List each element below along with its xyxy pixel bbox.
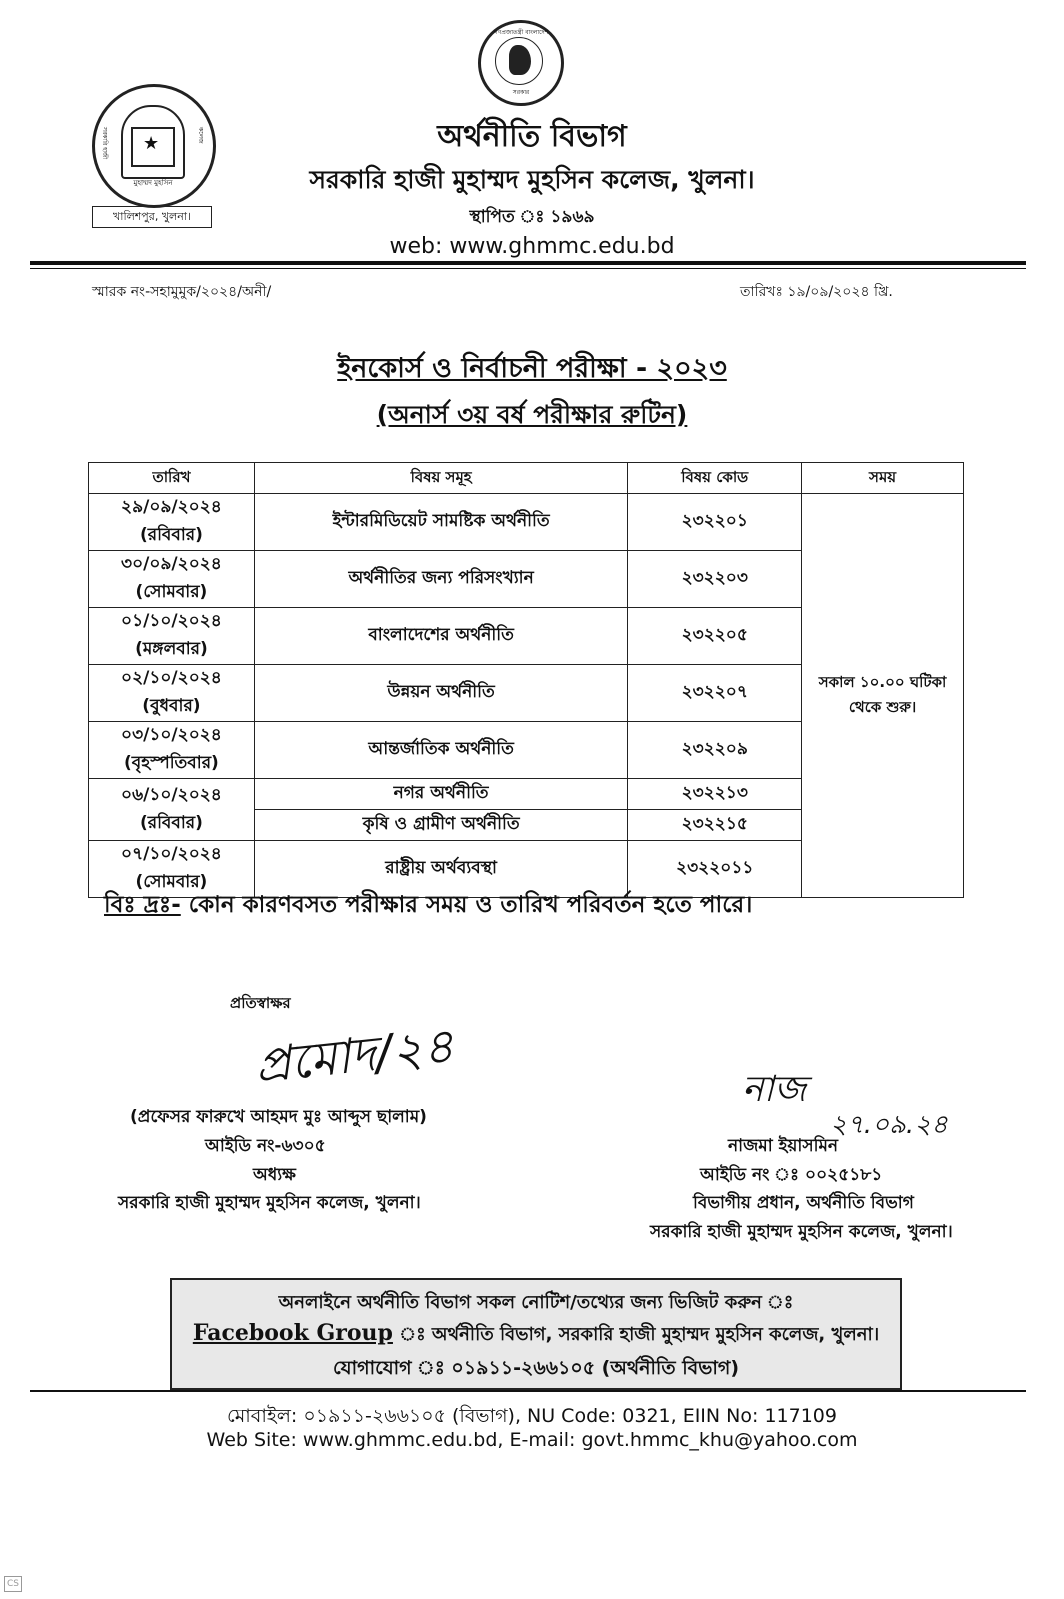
subject-cell: উন্নয়ন অর্থনীতি	[254, 665, 627, 722]
logo-side-left: সরকারি হাজী	[101, 127, 108, 160]
subject-cell: অর্থনীতির জন্য পরিসংখ্যান	[254, 551, 627, 608]
footer-line2: Web Site: www.ghmmc.edu.bd, E-mail: govt.hmmc_khu@yahoo.com	[206, 1429, 858, 1451]
subject-cell: আন্তর্জাতিক অর্থনীতি	[254, 722, 627, 779]
code-cell: ২৩২২০৩	[628, 551, 802, 608]
principal-id: আইডি নং-৬৩০৫	[205, 1136, 326, 1156]
header-time: সময়	[802, 463, 964, 494]
subject-cell: নগর অর্থনীতি	[254, 779, 627, 810]
online-info-box	[170, 1278, 902, 1390]
code-cell: ২৩২২০৭	[628, 665, 802, 722]
facebook-line	[172, 1320, 900, 1351]
principal-name: (প্রফেসর ফারুখে আহমদ মুঃ আব্দুস ছালাম)	[130, 1107, 427, 1127]
subject-cell: বাংলাদেশের অর্থনীতি	[254, 608, 627, 665]
principal-college: সরকারি হাজী মুহাম্মদ মুহসিন কলেজ, খুলনা।	[118, 1193, 421, 1213]
notice-subtitle	[0, 395, 1064, 438]
header-subjects: বিষয় সমূহ	[254, 463, 627, 494]
date-cell	[89, 665, 255, 722]
notice-subtitle-text: (অনার্স ৩য় বর্ষ পরীক্ষার রুটিন)	[376, 400, 688, 429]
table-header-row	[89, 463, 964, 494]
head-signature: নাজ	[742, 1069, 807, 1110]
logo-side-right: কলেজ	[197, 127, 204, 144]
notice-title-text: ইনকোর্স ও নির্বাচনী পরীক্ষা - ২০২৩	[337, 353, 727, 384]
date-cell	[89, 551, 255, 608]
header-code: বিষয় কোড	[628, 463, 802, 494]
code-cell: ২৩২২০৫	[628, 608, 802, 665]
established: স্থাপিত ঃ ১৯৬৯	[469, 207, 595, 227]
logo-star-icon: ★	[143, 133, 160, 154]
code-cell: ২৩২২১৫	[628, 810, 802, 841]
date-cell	[89, 779, 255, 841]
code-cell: ২৩২২১৩	[628, 779, 802, 810]
note-label: বিঃ দ্রঃ-	[104, 892, 181, 918]
website: web: www.ghmmc.edu.bd	[389, 234, 675, 259]
subject-cell: ইন্টারমিডিয়েট সামষ্টিক অর্থনীতি	[254, 494, 627, 551]
date-text: ০৬/১০/২০২৪	[121, 784, 222, 805]
department-title: অর্থনীতি বিভাগ	[437, 119, 627, 154]
day-text: (বুধবার)	[142, 696, 201, 716]
date-text: ২৯/০৯/২০২৪	[121, 497, 222, 517]
code-cell: ২৩২২০১	[628, 494, 802, 551]
head-college: সরকারি হাজী মুহাম্মদ মুহসিন কলেজ, খুলনা।	[650, 1222, 953, 1242]
header-rule-thin	[30, 268, 1026, 269]
day-text: (সোমবার)	[135, 872, 208, 892]
memo-date: তারিখঃ ১৯/০৯/২০২৪ খ্রি.	[740, 284, 893, 300]
bangladesh-map-icon	[509, 45, 531, 75]
table-row	[89, 494, 964, 551]
head-name: নাজমা ইয়াসমিন	[728, 1136, 839, 1156]
code-cell: ২৩২২০১১	[628, 841, 802, 898]
notice-title	[0, 348, 1064, 393]
government-seal	[478, 20, 564, 106]
online-line1: অনলাইনে অর্থনীতি বিভাগ সকল নোটিশ/তথ্যের জন্য ভিজিট করুন ঃ	[278, 1292, 794, 1313]
header-date: তারিখ	[89, 463, 255, 494]
head-title: বিভাগীয় প্রধান, অর্থনীতি বিভাগ	[693, 1193, 914, 1213]
facebook-group-link[interactable]: Facebook Group	[192, 1320, 393, 1346]
day-text: (রবিবার)	[139, 525, 203, 545]
logo-label: খালিশপুর, খুলনা।	[92, 206, 212, 228]
day-text: (মঙ্গলবার)	[135, 639, 208, 659]
principal-title: অধ্যক্ষ	[253, 1165, 296, 1185]
scanner-mark: CS	[4, 1576, 22, 1592]
memo-ref: স্মারক নং-সহামুমুক/২০২৪/অনী/	[92, 284, 272, 300]
college-name: সরকারি হাজী মুহাম্মদ মুহসিন কলেজ, খুলনা।	[309, 165, 755, 194]
date-cell	[89, 608, 255, 665]
date-cell	[89, 722, 255, 779]
head-id: আইডি নং ঃ ০০২৫১৮১	[700, 1165, 883, 1185]
footer-line1: মোবাইল: ০১৯১১-২৬৬১০৫ (বিভাগ), NU Code: 0321, EIIN No: 117109	[227, 1405, 837, 1427]
principal-signature: প্রমোদ/২৪	[252, 1017, 457, 1095]
day-text: (সোমবার)	[135, 582, 208, 602]
subject-cell: কৃষি ও গ্রামীণ অর্থনীতি	[254, 810, 627, 841]
footer-rule	[30, 1390, 1026, 1392]
seal-bottom-text: সরকার	[512, 89, 530, 96]
subject-cell: রাষ্ট্রীয় অর্থব্যবস্থা	[254, 841, 627, 898]
countersign-label: প্রতিস্বাক্ষর	[230, 994, 291, 1012]
facebook-group-text: ঃ অর্থনীতি বিভাগ, সরকারি হাজী মুহাম্মদ মুহসিন কলেজ, খুলনা।	[392, 1324, 880, 1345]
date-cell	[89, 494, 255, 551]
routine-table	[88, 462, 964, 898]
time-cell: সকাল ১০.০০ ঘটিকা থেকে শুরু।	[802, 494, 964, 898]
header-rule	[30, 261, 1026, 265]
logo-caption: মুহাম্মদ মুহসিন	[133, 179, 173, 187]
date-text: ০২/১০/২০২৪	[121, 668, 222, 688]
day-text: (বৃহস্পতিবার)	[124, 753, 219, 773]
date-text: ৩০/০৯/২০২৪	[121, 554, 222, 574]
code-cell: ২৩২২০৯	[628, 722, 802, 779]
contact-line: যোগাযোগ ঃ ০১৯১১-২৬৬১০৫ (অর্থনীতি বিভাগ)	[332, 1357, 740, 1379]
date-text: ০৩/১০/২০২৪	[121, 725, 222, 745]
seal-top-text: গণপ্রজাতন্ত্রী বাংলাদেশ	[493, 29, 549, 36]
date-text: ০১/১০/২০২৪	[121, 611, 222, 631]
day-text: (রবিবার)	[139, 812, 203, 833]
note	[104, 886, 752, 925]
date-text: ০৭/১০/২০২৪	[121, 844, 222, 864]
head-signature-date: ২৭.০৯.২৪	[830, 1110, 948, 1140]
note-text: কোন কারণবসত পরীক্ষার সময় ও তারিখ পরিবর্তন হতে পারে।	[180, 892, 753, 918]
